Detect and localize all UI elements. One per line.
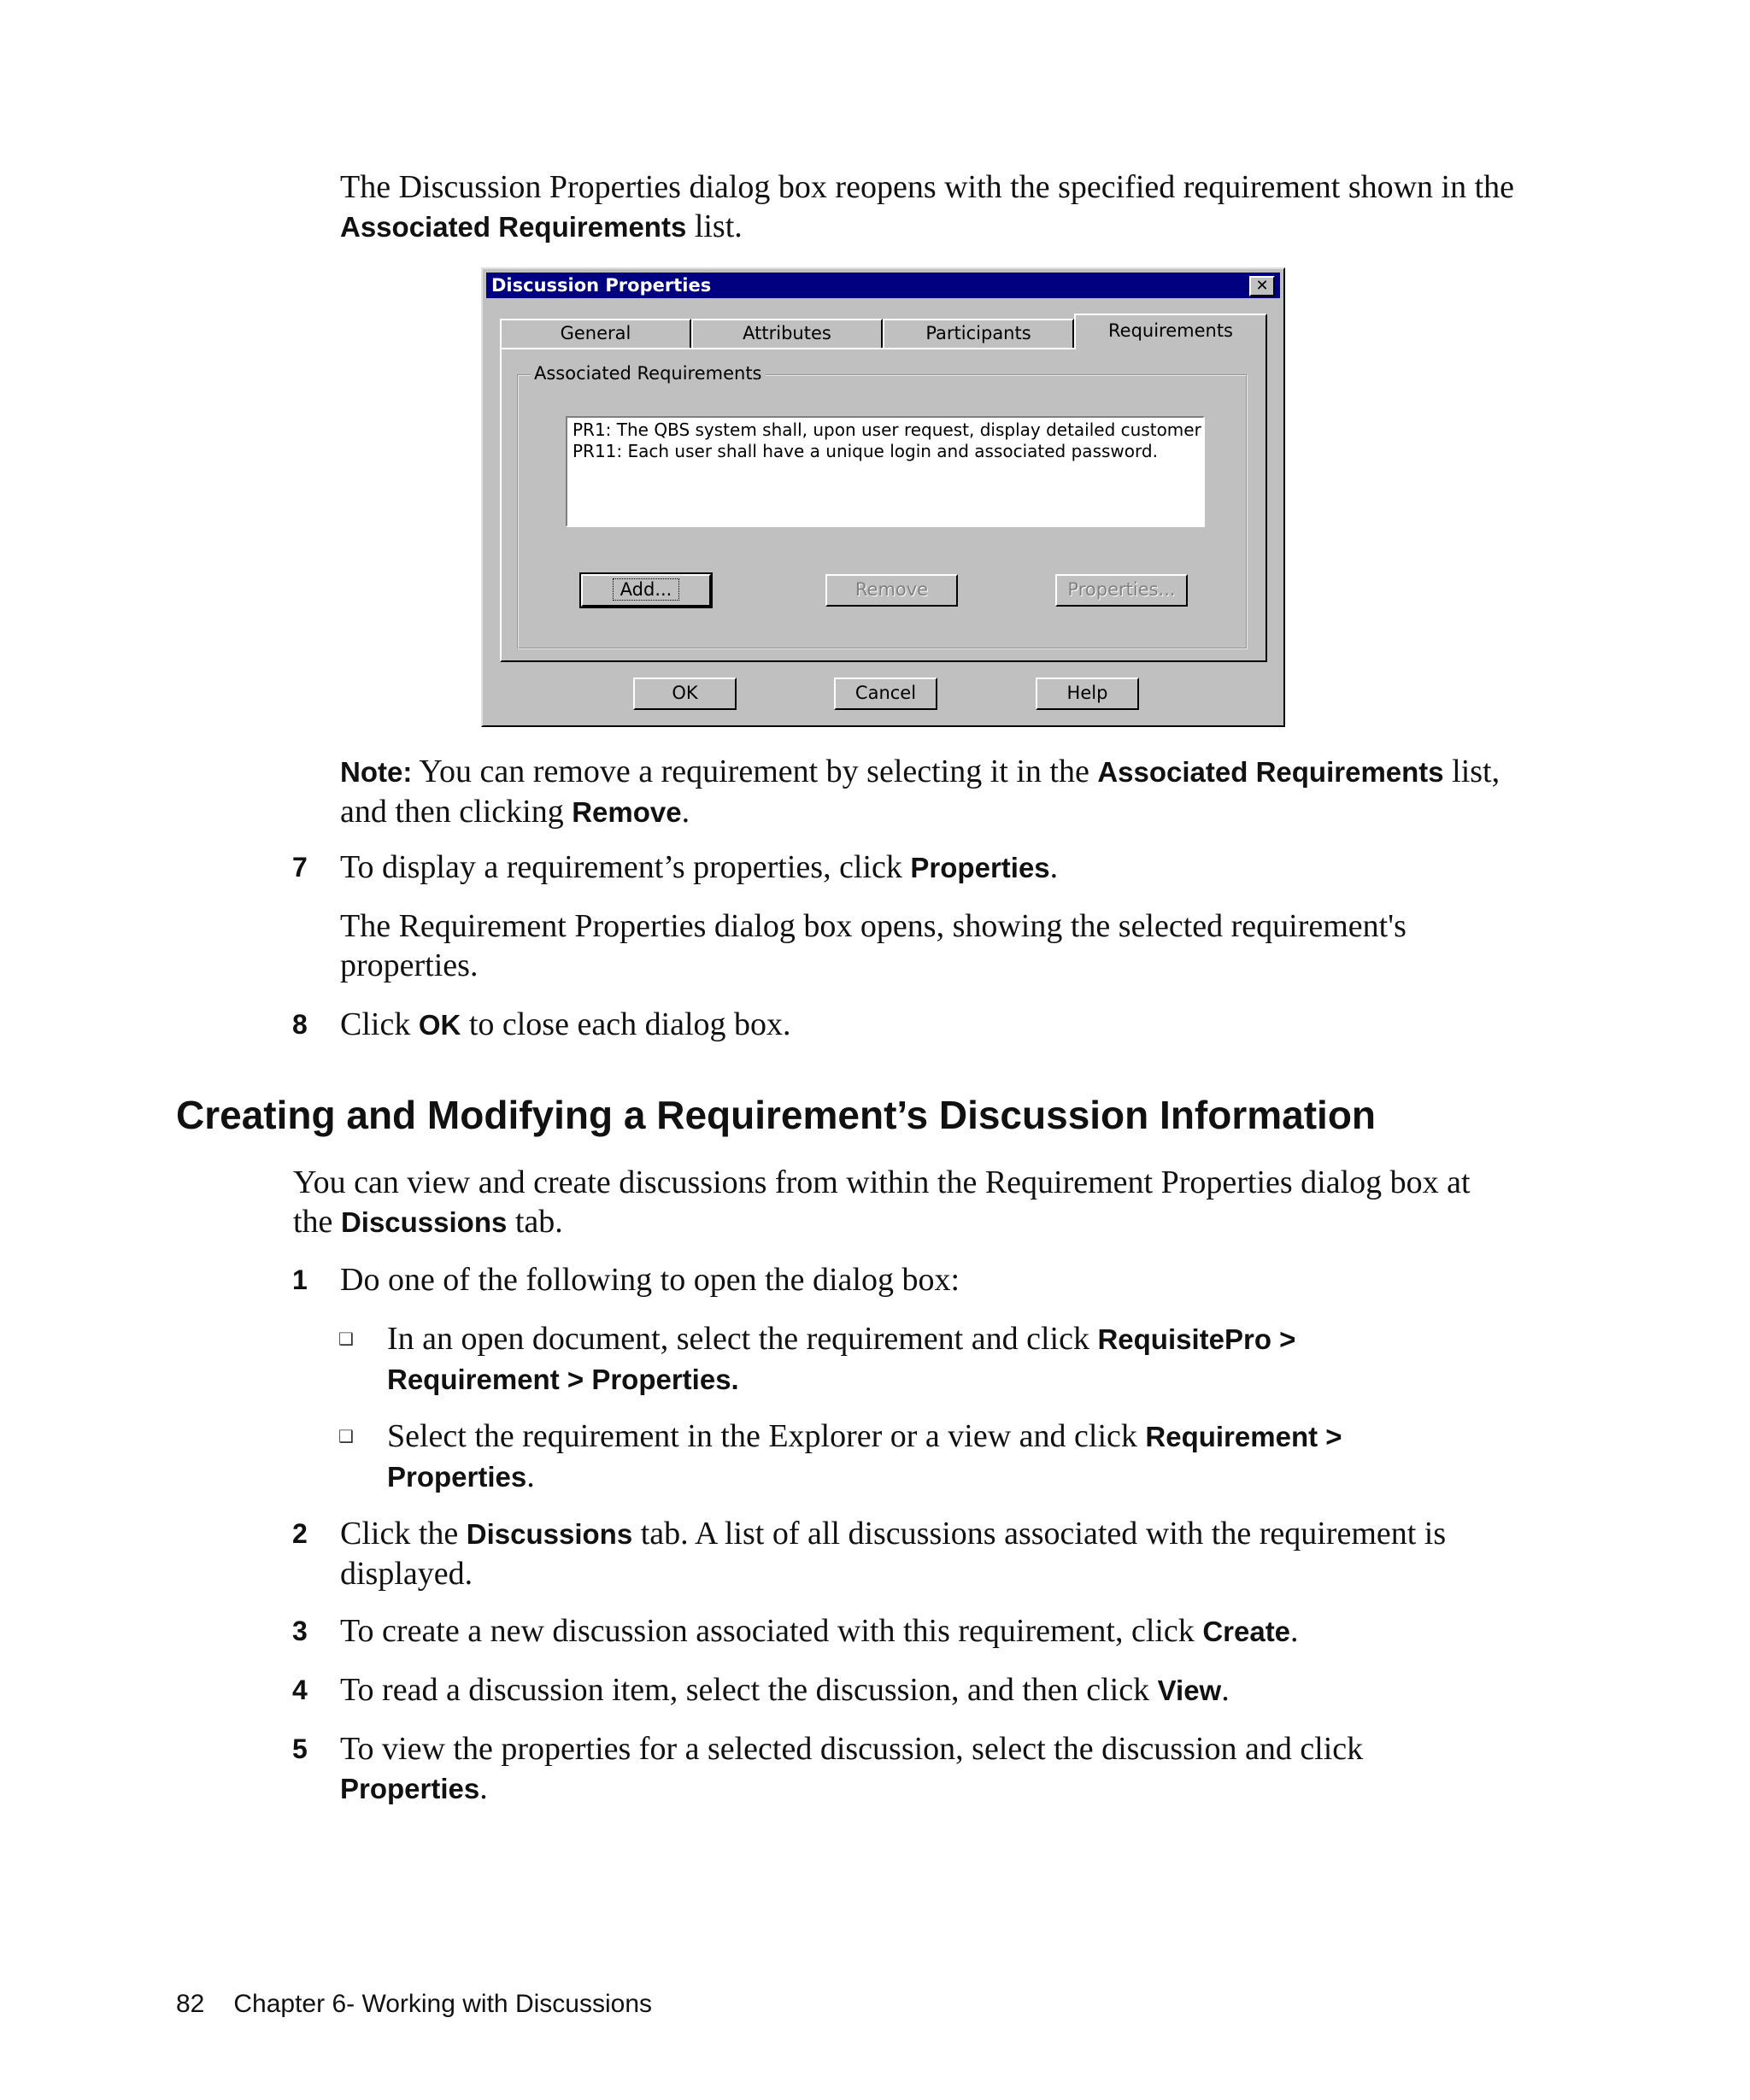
intro-bold: Associated Requirements	[340, 211, 687, 243]
requirements-listbox[interactable]	[566, 416, 1205, 527]
add-button[interactable]: Add...	[581, 574, 711, 607]
ok-button[interactable]: OK	[633, 678, 737, 710]
list-item[interactable]: PR1: The QBS system shall, upon user request, display detailed customer	[573, 419, 1201, 440]
step-4-text: To read a discussion item, select the discussion, and then click View.	[340, 1672, 1230, 1708]
close-icon[interactable]: ✕	[1249, 276, 1275, 296]
step-number: 8	[292, 1009, 308, 1040]
step-number: 2	[292, 1518, 308, 1549]
step-1-text: Do one of the following to open the dialog box:	[340, 1262, 960, 1298]
dialog-title: Discussion Properties	[491, 275, 712, 296]
step-8-text: Click OK to close each dialog box.	[340, 1006, 791, 1042]
tab-requirements[interactable]: Requirements	[1074, 314, 1267, 349]
remove-button[interactable]: Remove	[825, 574, 958, 607]
cancel-button[interactable]: Cancel	[834, 678, 937, 710]
step-number: 7	[292, 852, 308, 883]
bullet-1-text: In an open document, select the requirement and click RequisitePro > Requirement > Properties.	[387, 1321, 1296, 1395]
step-3-text: To create a new discussion associated with this requirement, click Create.	[340, 1613, 1299, 1649]
note-label: Note:	[340, 756, 413, 788]
bullet-2-text: Select the requirement in the Explorer or a view and click Requirement > Properties.	[387, 1418, 1342, 1494]
section-heading: Creating and Modifying a Requirement’s Discussion Information	[176, 1093, 1377, 1137]
help-button[interactable]: Help	[1036, 678, 1139, 710]
note-paragraph: Note: You can remove a requirement by selecting it in the Associated Requirements list, and then clicking Remove.	[340, 754, 1500, 830]
step-number: 4	[292, 1675, 308, 1705]
chapter-title: Chapter 6- Working with Discussions	[233, 1990, 652, 2018]
list-item[interactable]: PR11: Each user shall have a unique login and associated password.	[573, 441, 1158, 461]
bullet-icon: ❑	[338, 1426, 354, 1446]
bullet-icon: ❑	[338, 1329, 354, 1349]
step-7-text: To display a requirement’s properties, click Properties.	[340, 849, 1059, 885]
properties-button[interactable]: Properties...	[1055, 574, 1188, 607]
page-footer	[176, 1987, 652, 2021]
dialog-titlebar	[486, 273, 1280, 298]
step-7-followup: The Requirement Properties dialog box opens, showing the selected requirement's properties.	[340, 908, 1406, 983]
tab-participants[interactable]: Participants	[883, 319, 1074, 348]
discussion-properties-dialog	[481, 267, 1285, 727]
page-number: 82	[176, 1990, 205, 2018]
section-intro: You can view and create discussions from within the Requirement Properties dialog box at the Discussions tab.	[293, 1164, 1471, 1240]
group-label: Associated Requirements	[531, 363, 766, 384]
intro-paragraph: The Discussion Properties dialog box reopens with the specified requirement shown in the Associated Requirements list.	[340, 169, 1515, 244]
tab-general[interactable]: General	[500, 319, 691, 348]
step-number: 5	[292, 1733, 308, 1764]
step-2-text: Click the Discussions tab. A list of all discussions associated with the requirement is displayed.	[340, 1516, 1447, 1592]
tab-attributes[interactable]: Attributes	[691, 319, 883, 348]
step-5-text: To view the properties for a selected discussion, select the discussion and click Properties.	[340, 1731, 1364, 1806]
step-number: 3	[292, 1616, 308, 1646]
step-number: 1	[292, 1264, 308, 1295]
